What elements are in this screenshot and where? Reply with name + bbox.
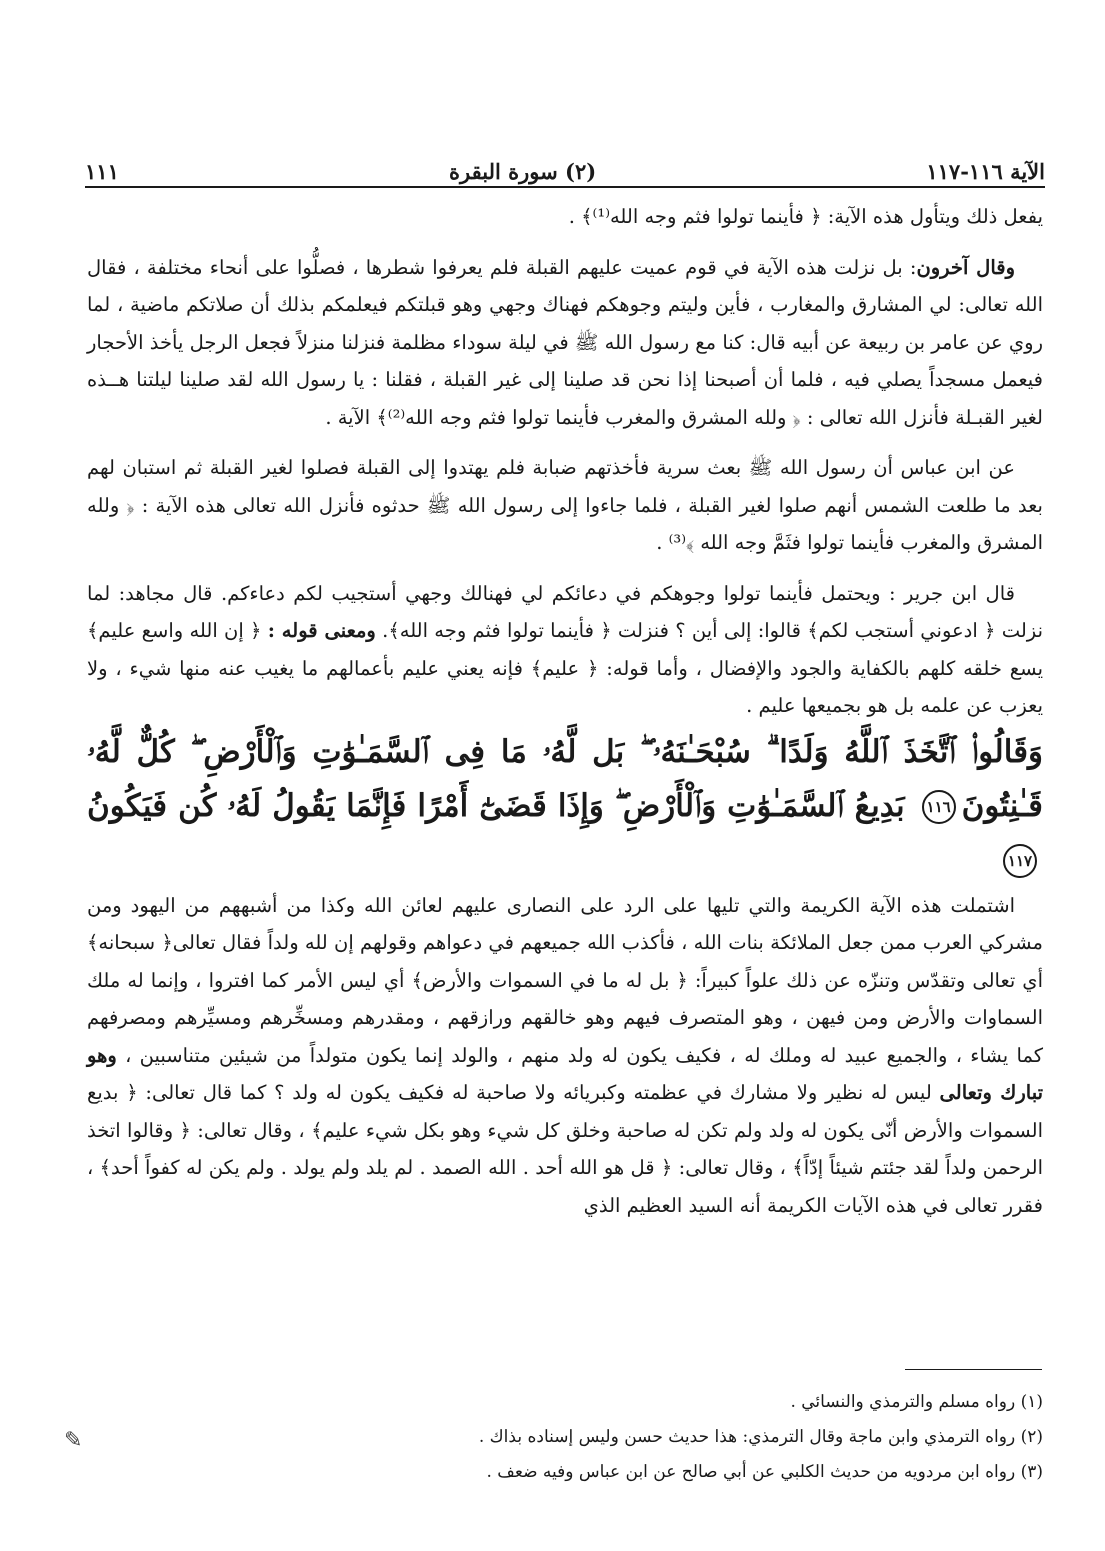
- quran-verse-116: وَقَالُوا۟ ٱتَّخَذَ ٱللَّهُ وَلَدًا ۗ سُبْحَـٰنَهُۥ ۖ بَل لَّهُۥ مَا فِى ٱلسَّمَـٰوَٰتِ وَٱلْأَرْضِ ۖ كُلٌّ لَّهُۥ قَـٰنِتُونَ: [87, 733, 1043, 824]
- footnote-1: (١) رواه مسلم والترمذي والنسائي .: [790, 1392, 1043, 1412]
- paragraph-5-lead: وهو تبارك وتعالى: [87, 1043, 1044, 1104]
- header-divider: [85, 186, 1045, 188]
- footnotes: [87, 1385, 1043, 1490]
- ayah-number-117: ١١٧: [1003, 844, 1037, 878]
- page-header: [85, 152, 1045, 184]
- header-verse-range: الآية ١١٦-١١٧: [926, 159, 1045, 184]
- page-body: [87, 198, 1043, 1224]
- paragraph-4-tail: ﴿ إن الله واسع عليم﴾ يسع خلقه كلهم بالكفاية والجود والإفضال ، وأما قوله: ﴿ عليم﴾ فإنه يعني عليم بأعمالهم ما يغيب عنه منها شيء ، ولا يعزب عن علمه بل هو بجميعها عليم .: [87, 619, 1043, 717]
- footnote-2: (٢) رواه الترمذي وابن ماجة وقال الترمذي: هذا حديث حسن وليس إسناده بذاك .: [478, 1427, 1043, 1447]
- paragraph-2: [87, 249, 1043, 437]
- paragraph-4-text: قال ابن جرير : ويحتمل فأينما تولوا وجوهكم في دعائكم لي فهنالك وجهي أستجيب لكم دعاءكم. قال مجاهد: لما نزلت ﴿ ادعوني أستجب لكم﴾ قالوا: إلى أين ؟ فنزلت ﴿ فأينما تولوا فثم وجه الله﴾.: [87, 581, 1043, 642]
- quran-verse-117: بَدِيعُ ٱلسَّمَـٰوَٰتِ وَٱلْأَرْضِ ۖ وَإِذَا قَضَىٰٓ أَمْرًا فَإِنَّمَا يَقُولُ لَهُۥ كُن فَيَكُونُ: [87, 787, 905, 824]
- footnote-divider: [905, 1369, 1042, 1370]
- paragraph-5-tail: ليس له نظير ولا مشارك في عظمته وكبريائه ولا صاحبة له فكيف يكون له ولد ؟ كما قال تعالى: ﴿ بديع السموات والأرض أنّى يكون له ولد ولم تكن له صاحبة وخلق كل شيء وهو بكل شيء عليم﴾ ، وقال تعالى: ﴿ وقالوا اتخذ الرحمن ولداً لقد جئتم شيئاً إدّاً﴾ ، وقال تعالى: ﴿ قل هو الله أحد . الله الصمد . لم يلد ولم يولد . ولم يكن له كفواً أحد﴾ ، فقرر تعالى في هذه الآيات الكريمة أنه السيد العظيم الذي: [87, 1081, 1043, 1217]
- paragraph-1: يفعل ذلك ويتأول هذه الآية: ﴿ فأينما تولوا فثم وجه الله⁽¹⁾﴾ .: [568, 205, 1043, 228]
- paragraph-2-text: : بل نزلت هذه الآية في قوم عميت عليهم القبلة فلم يعرفوا شطرها ، فصلُّوا على أنحاء مختلفة ، فقال الله تعالى: لي المشارق والمغارب ، فأين وليتم وجوهكم فهناك وجهي وهو قبلتكم فيعلمكم بذلك أن صلاتكم ماضية ، لما روي عن عامر بن ربيعة عن أبيه قال: كنا مع رسول الله ﷺ في ليلة سوداء مظلمة فنزلنا منزلاً فجعل الرجل يأخذ الأحجار فيعمل مسجداً يصلي فيه ، فلما أن أصبحنا إذا نحن قد صلينا إلى غير القبلة ، فقلنا : يا رسول الله لقد صلينا ليلتنا هــذه لغير القبـلة فأنزل الله تعالى : ﴿ ولله المشرق والمغرب فأينما تولوا فثم وجه الله⁽²⁾﴾ الآية .: [87, 255, 1043, 429]
- paragraph-3: عن ابن عباس أن رسول الله ﷺ بعث سرية فأخذتهم ضبابة فلم يهتدوا إلى القبلة فصلوا لغير القبلة ثم استبان لهم بعد ما طلعت الشمس أنهم صلوا لغير القبلة ، فلما جاءوا إلى رسول الله ﷺ حدثوه فأنزل الله تعالى هذه الآية : ﴿ ولله المشرق والمغرب فأينما تولوا فثَمَّ وجه الله ﴾⁽³⁾ .: [87, 456, 1043, 554]
- ayah-number-116: ١١٦: [922, 790, 956, 824]
- paragraph-2-lead: وقال آخرون: [916, 255, 1016, 279]
- paragraph-4: [87, 575, 1043, 725]
- paragraph-5-text: اشتملت هذه الآية الكريمة والتي تليها على الرد على النصارى عليهم لعائن الله وكذا من أشبههم من اليهود ومن مشركي العرب ممن جعل الملائكة بنات الله ، فأكذب الله جميعهم في دعواهم وقولهم إن لله ولداً فقال تعالى﴿ سبحانه﴾ أي تعالى وتقدّس وتنزّه عن ذلك علواً كبيراً: ﴿ بل له ما في السموات والأرض﴾ أي ليس الأمر كما افتروا ، وإنما له ملك السماوات والأرض ومن فيهن ، وهو المتصرف فيهم وهو خالقهم ورازقهم ، ومقدرهم ومسخِّرهم ومسيِّرهم ومصرفهم كما يشاء ، والجميع عبيد له وملك له ، فكيف يكون له ولد منهم ، والولد إنما يكون متولداً من شيئين متناسبين ،: [87, 893, 1044, 1067]
- paragraph-5: [87, 887, 1043, 1225]
- header-surah-title: (٢) سورة البقرة: [449, 159, 597, 184]
- quran-verses: [87, 725, 1043, 887]
- header-page-number: ١١١: [85, 159, 119, 184]
- margin-mark-icon: ✎: [64, 1428, 83, 1453]
- footnote-3: (٣) رواه ابن مردويه من حديث الكلبي عن أبي صالح عن ابن عباس وفيه ضعف .: [486, 1462, 1043, 1482]
- paragraph-4-lead: ومعنى قوله :: [267, 619, 376, 642]
